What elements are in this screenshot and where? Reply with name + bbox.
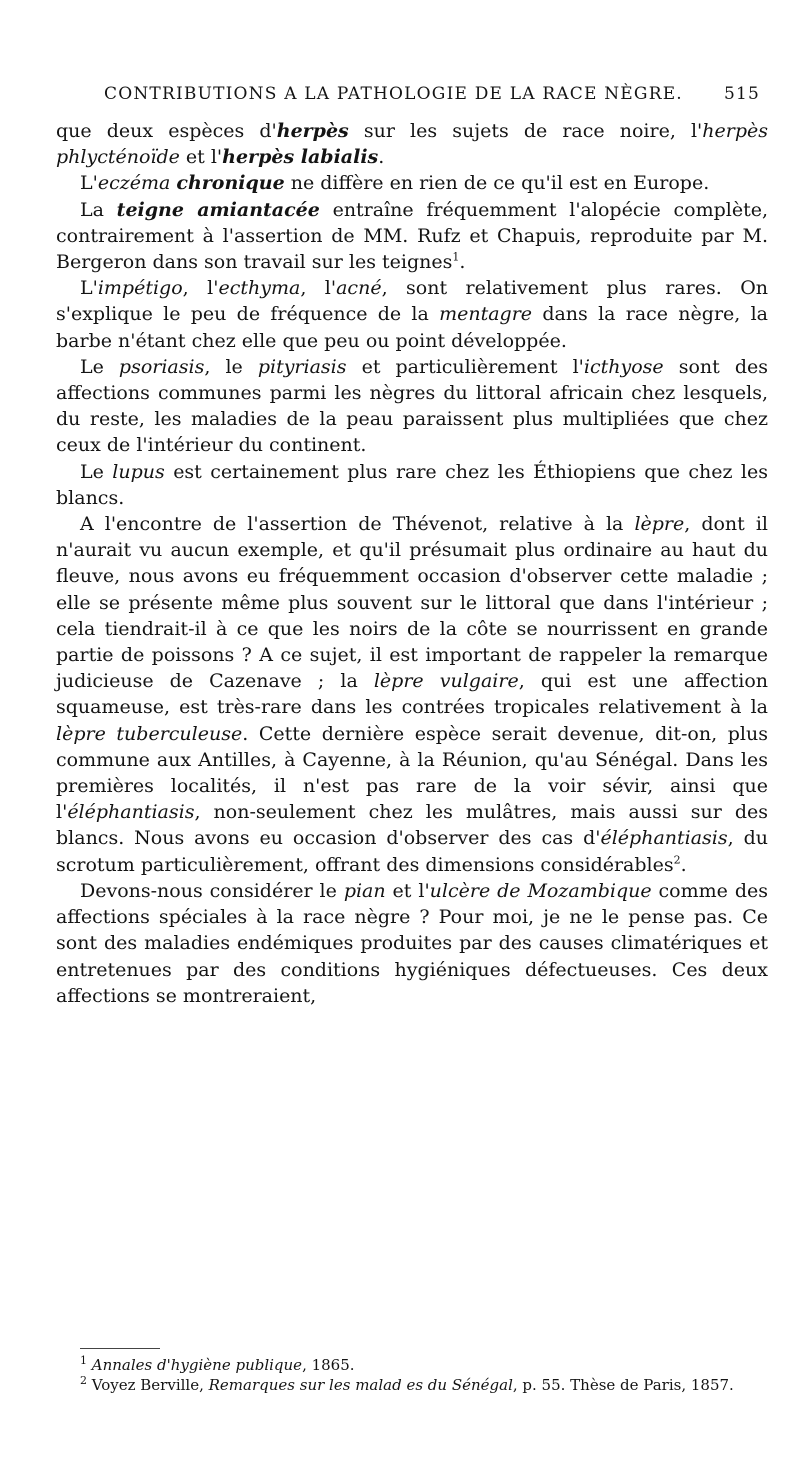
- italic-term: eczéma: [97, 172, 171, 195]
- footnote-rule: [80, 1348, 160, 1349]
- italic-term: herpès phlycténoïde: [56, 120, 769, 169]
- italic-term: pityriasis: [257, 355, 347, 378]
- italic-term: Annales d'hygiène publique: [91, 1356, 303, 1374]
- text-run: entraîne fréquemment l'alopécie complète, contrairement à l'assertion de MM. Rufz et Chapuis, reproduite par M. Bergeron dans son travail sur les teignes: [56, 198, 768, 274]
- italic-term: acné: [336, 277, 382, 300]
- text-run: , non-seulement chez les mulâtres, mais aussi sur des blancs. Nous avons eu occasion d'observer des cas d': [56, 801, 768, 850]
- text-run: , dont il n'aurait vu aucun exemple, et qu'il présumait plus ordinaire au haut du fleuve, nous avons eu fréquemment occasion d'observer cette maladie ; elle se présente même plus souvent sur le littoral que dans l'intérieur ; cela tiendrait-il à ce que les noirs de la côte se nourrissent en grande partie de poissons ? A ce sujet, il est important de rappeler la remarque judicieuse de Cazenave ; la: [56, 513, 768, 693]
- text-run: .: [378, 146, 385, 169]
- text-run: Le: [80, 460, 113, 483]
- text-run: Le: [80, 355, 119, 378]
- text-run: , du scrotum particulièrement, offrant des dimensions considérables: [56, 827, 768, 876]
- emphasized-term: teigne amiantacée: [116, 198, 320, 221]
- italic-term: pian: [343, 879, 386, 902]
- footnote-marker: 2: [673, 853, 681, 867]
- footnote-marker: 1: [80, 1354, 87, 1367]
- text-run: L': [80, 277, 98, 300]
- paragraph-p1-continued: [56, 118, 768, 170]
- text-run: , 1865.: [302, 1356, 355, 1374]
- paragraph-p8-pian: [56, 878, 768, 1009]
- text-run: , l': [300, 277, 337, 300]
- italic-term: psoriasis: [118, 355, 205, 378]
- paragraph-p6-lupus: [56, 459, 768, 511]
- italic-term: icthyose: [583, 355, 664, 378]
- italic-term: Remarques sur les malad es du Sénégal: [208, 1376, 513, 1394]
- text-run: ne diffère en rien de ce qu'il est en Europe.: [284, 172, 710, 195]
- text-run: Voyez Berville,: [87, 1376, 209, 1394]
- text-run: comme des affections spéciales à la race nègre ? Pour moi, je ne le pense pas. Ce sont des maladies endémiques produites par des causes climatériques et entretenues par des conditions hygiéniques défectueuses. Ces deux affections se montreraient,: [56, 879, 768, 1007]
- text-run: et l': [179, 146, 223, 169]
- running-header: [104, 84, 760, 108]
- emphasized-term: herpès: [276, 120, 349, 142]
- text-run: .: [459, 251, 466, 274]
- paragraph-p2-eczema: [56, 170, 768, 196]
- paragraph-p3-teigne: [56, 197, 768, 276]
- italic-term: lèpre: [634, 513, 685, 536]
- text-run: L': [80, 172, 98, 195]
- text-run: . Cette dernière espèce serait devenue, dit-on, plus commune aux Antilles, à Cayenne, à la Réunion, qu'au Sénégal. Dans les premières localités, il n'est pas rare de la voir sévir, ainsi que l': [56, 722, 768, 824]
- text-run: .: [680, 853, 687, 876]
- italic-term: ulcère de Mozambique: [429, 879, 652, 902]
- text-run: Devons-nous considérer le: [80, 879, 344, 902]
- text-run: et particulièrement l': [346, 355, 584, 378]
- text-run: que deux espèces d': [56, 120, 277, 142]
- text-run: , le: [204, 355, 258, 378]
- italic-term: ecthyma: [218, 277, 301, 300]
- text-run: et l': [385, 879, 430, 902]
- paragraph-p7-lepre: [56, 511, 768, 878]
- text-run: sur les sujets de race noire, l': [348, 120, 703, 142]
- text-run: , p. 55. Thèse de Paris, 1857.: [512, 1376, 734, 1394]
- footnote-marker: 2: [80, 1374, 87, 1387]
- paragraph-p4-impetigo: [56, 275, 768, 354]
- emphasized-term: chronique: [176, 172, 285, 195]
- text-run: dans la race nègre, la barbe n'étant chez elle que peu ou point développée.: [56, 303, 768, 352]
- body-text: [56, 118, 768, 1009]
- footnote-marker: 1: [452, 250, 460, 264]
- text-run: est certainement plus rare chez les Éthiopiens que chez les blancs.: [56, 460, 769, 509]
- italic-term: mentagre: [439, 303, 533, 326]
- footnote-fn1: [56, 1355, 768, 1375]
- text-run: , qui est une affection squameuse, est très-rare dans les contrées tropicales relativement à la: [56, 670, 768, 719]
- italic-term: impétigo: [97, 277, 183, 300]
- italic-term: éléphantiasis: [67, 801, 195, 824]
- text-run: , sont relativement plus rares. On s'explique le peu de fréquence de la: [56, 277, 769, 326]
- italic-term: lèpre vulgaire: [373, 670, 519, 693]
- italic-term: éléphantiasis: [600, 827, 728, 850]
- footnote-fn2: [56, 1375, 768, 1395]
- running-title: CONTRIBUTIONS A LA PATHOLOGIE DE LA RACE NÈGRE.: [104, 84, 683, 104]
- italic-term: lupus: [112, 460, 165, 483]
- paragraph-p5-psoriasis: [56, 354, 768, 459]
- text-run: La: [80, 198, 117, 221]
- text-run: sont des affections communes parmi les nègres du littoral africain chez lesquels, du reste, les maladies de la peau paraissent plus multipliées que chez ceux de l'intérieur du continent.: [56, 355, 768, 457]
- text-run: , l': [182, 277, 219, 300]
- text-run: A l'encontre de l'assertion de Thévenot, relative à la: [80, 513, 635, 536]
- footnote-list: [56, 1355, 768, 1395]
- italic-term: lèpre tuberculeuse: [56, 722, 243, 745]
- footnotes: [56, 1348, 768, 1395]
- page-number: 515: [723, 84, 760, 104]
- emphasized-term: herpès labialis: [222, 146, 379, 169]
